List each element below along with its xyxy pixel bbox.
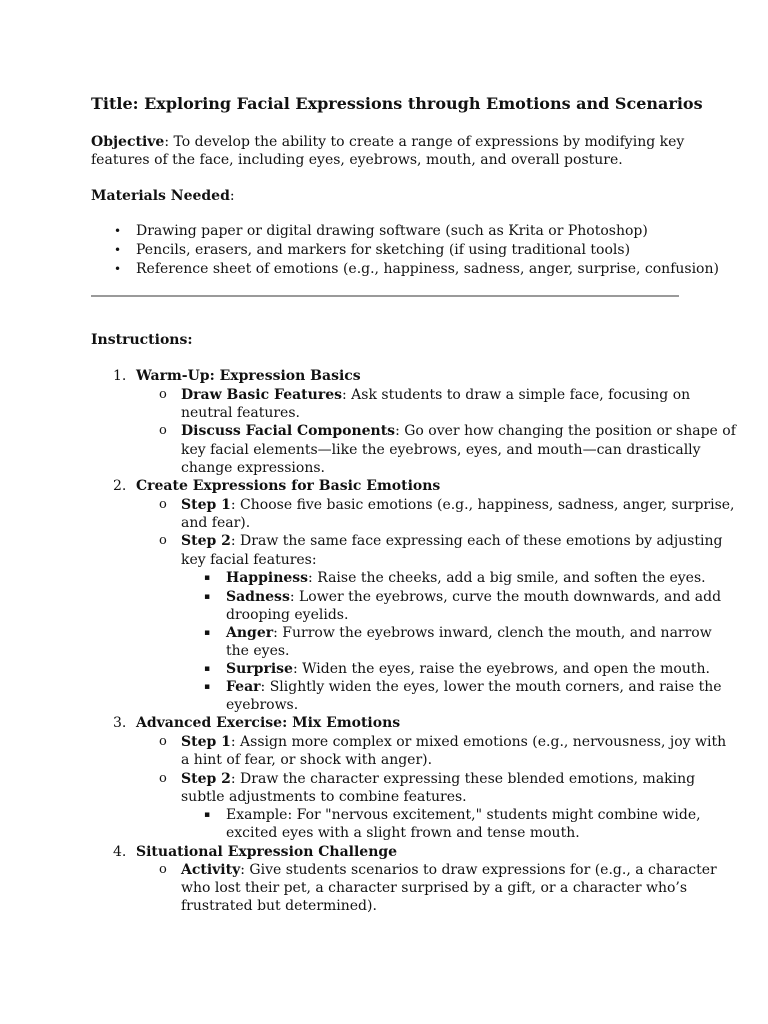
materials-colon: :: [229, 188, 235, 204]
list-number: 2.: [113, 478, 127, 494]
objective-label: Objective: [91, 134, 165, 150]
list-number: 4.: [113, 844, 127, 860]
circle-marker: o: [159, 862, 167, 877]
circle-marker: o: [159, 533, 167, 548]
list-number: 3.: [113, 715, 127, 731]
sub-list-item: [226, 569, 706, 587]
list-item-continuation: and fear).: [181, 515, 251, 531]
circle-marker: o: [159, 423, 167, 438]
list-item-continuation: excited eyes with a slight frown and tense mouth.: [226, 825, 580, 841]
item-label: Anger: [226, 625, 274, 641]
sub-list-item: [226, 678, 722, 696]
circle-marker: o: [159, 497, 167, 512]
material-item: Pencils, erasers, and markers for sketching (if using traditional tools): [136, 242, 631, 258]
item-label: Draw Basic Features: [181, 387, 342, 403]
list-item-continuation: frustrated but determined).: [181, 898, 377, 914]
item-label: Step 2: [181, 533, 231, 549]
list-item: [181, 422, 736, 440]
list-item-continuation: who lost their pet, a character surprised by a gift, or a character who’s: [181, 880, 688, 896]
list-number: 1.: [113, 368, 127, 384]
list-item-continuation: eyebrows.: [226, 697, 299, 713]
list-item: [181, 770, 695, 788]
square-marker: ▪: [204, 810, 211, 820]
list-item: [181, 861, 717, 879]
section-title: Situational Expression Challenge: [136, 844, 398, 860]
item-text: : Go over how changing the position or shape of: [395, 423, 736, 439]
item-label: Happiness: [226, 570, 309, 586]
item-label: Discuss Facial Components: [181, 423, 396, 439]
square-marker: ▪: [204, 592, 211, 602]
document-title: Title: Exploring Facial Expressions through Emotions and Scenarios: [91, 94, 703, 113]
item-label: Step 2: [181, 771, 231, 787]
list-item: [181, 733, 726, 751]
list-item-continuation: subtle adjustments to combine features.: [181, 789, 467, 805]
section-title: Warm-Up: Expression Basics: [136, 368, 361, 384]
horizontal-divider: [91, 295, 679, 297]
sub-list-item: Example: For "nervous excitement," students might combine wide,: [226, 807, 701, 823]
materials-label: Materials Needed: [91, 188, 230, 204]
bullet-marker: •: [114, 224, 122, 238]
item-label: Step 1: [181, 734, 231, 750]
square-marker: ▪: [204, 573, 211, 583]
item-text: : Ask students to draw a simple face, focusing on: [341, 387, 691, 403]
item-text: : Assign more complex or mixed emotions (e.g., nervousness, joy with: [230, 734, 727, 750]
list-item-continuation: key facial features:: [181, 552, 317, 568]
square-marker: ▪: [204, 682, 211, 692]
list-item: [181, 496, 735, 514]
sub-list-item: [226, 588, 721, 606]
materials-heading: [91, 187, 235, 205]
list-item: [181, 386, 690, 404]
sub-list-item: [226, 660, 710, 678]
square-marker: ▪: [204, 664, 211, 674]
section-title: Create Expressions for Basic Emotions: [136, 478, 441, 494]
item-text: : Give students scenarios to draw expressions for (e.g., a character: [240, 862, 717, 878]
item-text: : Lower the eyebrows, curve the mouth downwards, and add: [289, 589, 722, 605]
list-item-continuation: a hint of fear, or shock with anger).: [181, 752, 433, 768]
sub-list-item: [226, 624, 712, 642]
circle-marker: o: [159, 387, 167, 402]
list-item-continuation: key facial elements—like the eyebrows, eyes, and mouth—can drastically: [181, 442, 701, 458]
material-item: Drawing paper or digital drawing software (such as Krita or Photoshop): [136, 223, 648, 239]
item-label: Surprise: [226, 661, 293, 677]
section-title: Advanced Exercise: Mix Emotions: [136, 715, 401, 731]
bullet-marker: •: [114, 243, 122, 257]
square-marker: ▪: [204, 628, 211, 638]
circle-marker: o: [159, 734, 167, 749]
item-text: : Slightly widen the eyes, lower the mouth corners, and raise the: [260, 679, 722, 695]
objective-line-1: [91, 133, 684, 151]
item-text: : Draw the same face expressing each of these emotions by adjusting: [230, 533, 723, 549]
item-text: : Raise the cheeks, add a big smile, and soften the eyes.: [308, 570, 706, 586]
objective-line-2: features of the face, including eyes, eyebrows, mouth, and overall posture.: [91, 152, 623, 168]
item-label: Sadness: [226, 589, 290, 605]
item-label: Activity: [181, 862, 241, 878]
item-text: : Choose five basic emotions (e.g., happiness, sadness, anger, surprise,: [230, 497, 735, 513]
objective-text-1: : To develop the ability to create a range of expressions by modifying key: [164, 134, 685, 150]
item-text: : Widen the eyes, raise the eyebrows, and open the mouth.: [292, 661, 710, 677]
material-item: Reference sheet of emotions (e.g., happiness, sadness, anger, surprise, confusion): [136, 261, 719, 277]
item-text: : Draw the character expressing these blended emotions, making: [230, 771, 696, 787]
item-text: : Furrow the eyebrows inward, clench the mouth, and narrow: [273, 625, 712, 641]
list-item-continuation: change expressions.: [181, 460, 325, 476]
list-item-continuation: neutral features.: [181, 405, 300, 421]
instructions-heading: Instructions:: [91, 332, 193, 348]
bullet-marker: •: [114, 262, 122, 276]
list-item: [181, 532, 722, 550]
item-label: Step 1: [181, 497, 231, 513]
list-item-continuation: the eyes.: [226, 643, 290, 659]
list-item-continuation: drooping eyelids.: [226, 607, 349, 623]
item-label: Fear: [226, 679, 261, 695]
circle-marker: o: [159, 771, 167, 786]
